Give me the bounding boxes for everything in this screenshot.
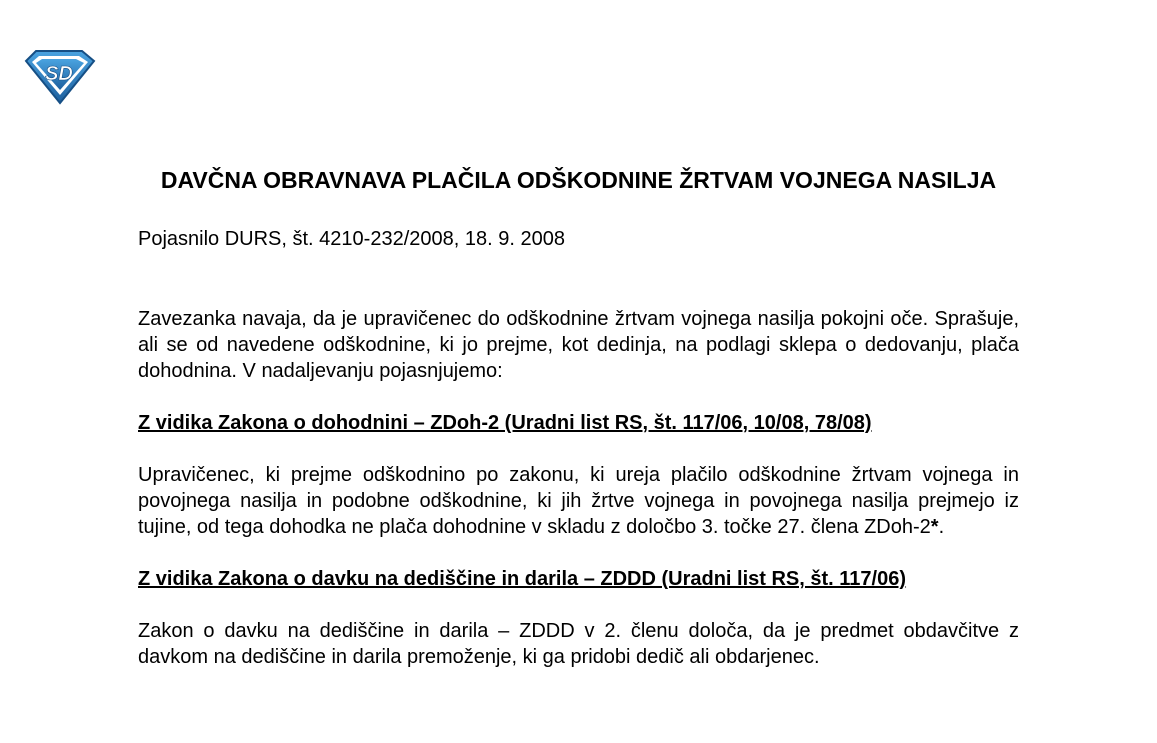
section-heading-zddd: Z vidika Zakona o davku na dediščine in darila – ZDDD (Uradni list RS, št. 117/06) <box>138 568 907 590</box>
document-body <box>138 165 1019 670</box>
document-title: DAVČNA OBRAVNAVA PLAČILA ODŠKODNINE ŽRTVAM VOJNEGA NASILJA <box>160 167 997 193</box>
section-body-zdoh-end: . <box>938 516 945 538</box>
sd-logo-icon <box>22 47 96 105</box>
section-body-zdoh <box>138 462 1019 540</box>
svg-text:SD: SD <box>45 63 73 85</box>
reference-line: Pojasnilo DURS, št. 4210-232/2008, 18. 9. 2008 <box>138 228 565 250</box>
section-body-zdoh-text: Upravičenec, ki prejme odškodnino po zakonu, ki ureja plačilo odškodnine žrtvam vojnega in povojnega nasilja in podobne odškodnine, ki jih žrtve vojnega in povojnega nasilja prejmejo iz tujine, od tega dohodka ne plača dohodnine v skladu z določbo 3. točke 27. člena ZDoh-2 <box>138 464 1019 538</box>
footnote-mark: * <box>930 516 939 538</box>
section-body-zddd: Zakon o davku na dediščine in darila – ZDDD v 2. členu določa, da je predmet obdavčitve z davkom na dediščine in darila premoženje, ki ga pridobi dedič ali obdarjenec. <box>138 620 1019 668</box>
intro-paragraph: Zavezanka navaja, da je upravičenec do odškodnine žrtvam vojnega nasilja pokojni oče. Sprašuje, ali se od navedene odškodnine, ki jo prejme, kot dedinja, na podlagi sklepa o dedovanju, plača dohodnina. V nadaljevanju pojasnjujemo: <box>138 308 1019 382</box>
section-heading-zdoh: Z vidika Zakona o dohodnini – ZDoh-2 (Uradni list RS, št. 117/06, 10/08, 78/08) <box>138 412 872 434</box>
